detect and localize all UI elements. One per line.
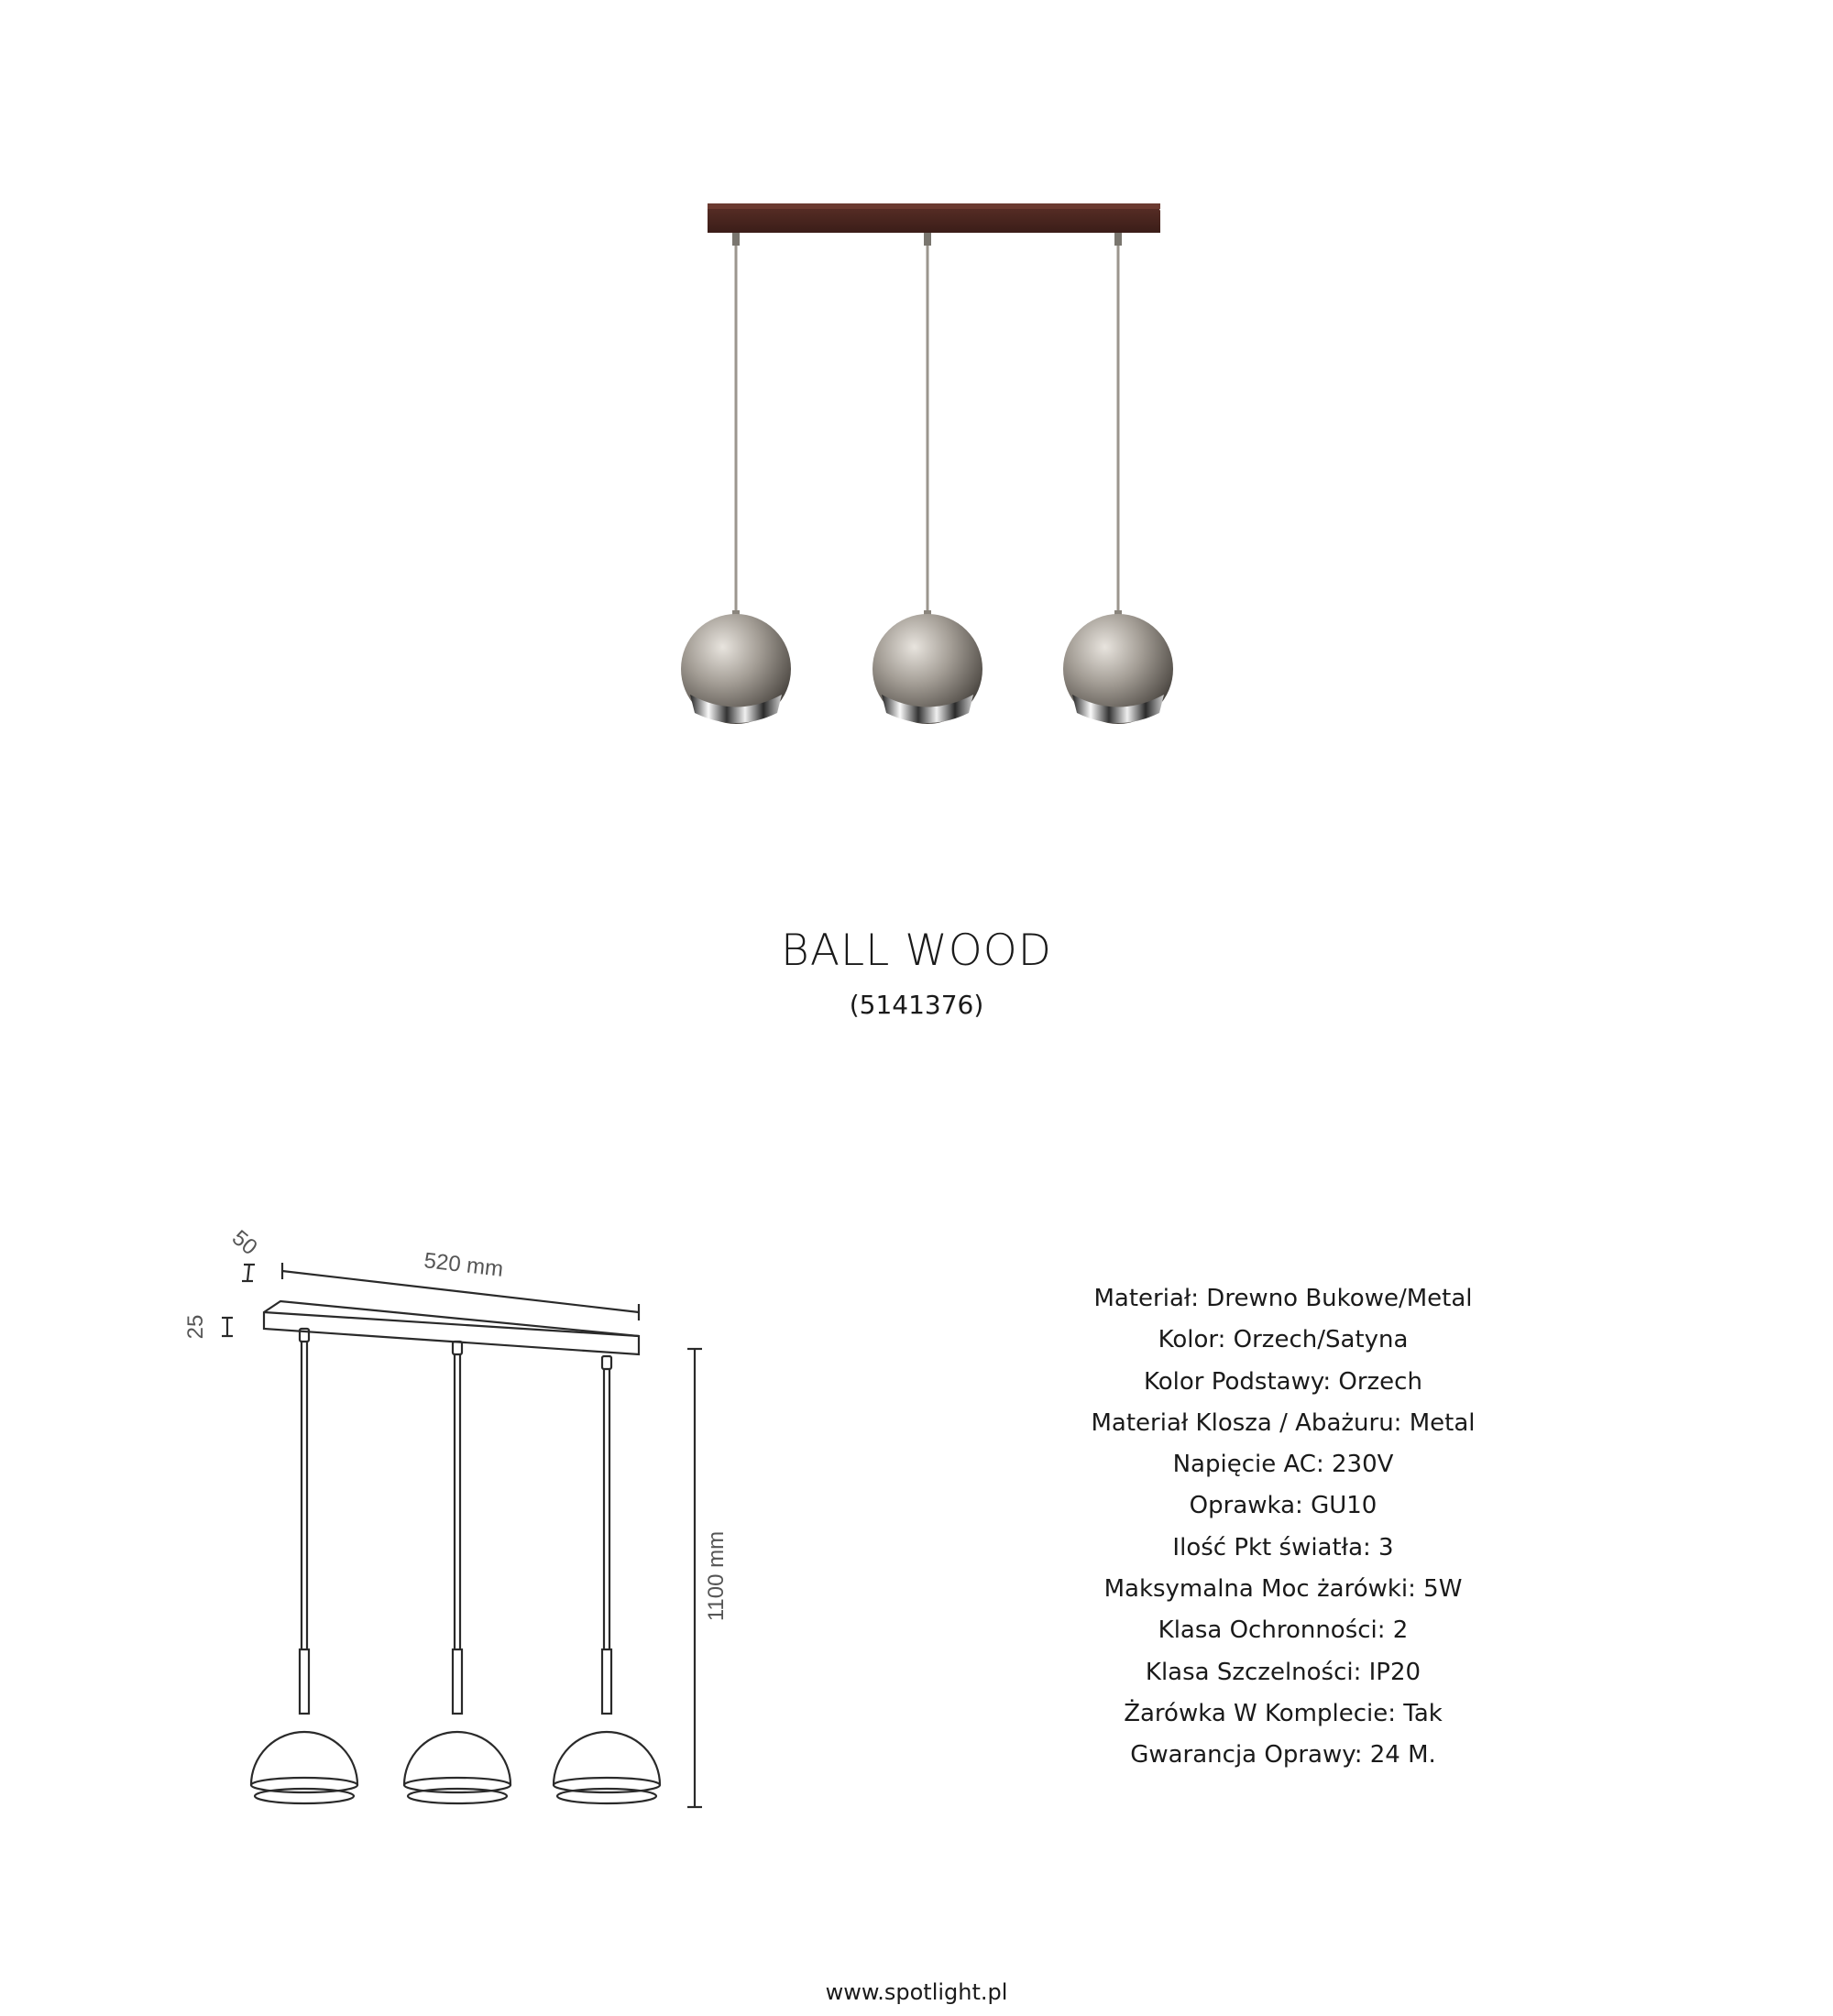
- dim-height-label: 1100 mm: [704, 1530, 729, 1622]
- specs-list: [1008, 1278, 1558, 1777]
- product-code: (5141376): [849, 990, 984, 1020]
- dim-width-label: 520 mm: [423, 1248, 505, 1282]
- pendant-right: [1063, 233, 1173, 724]
- spec-line: Kolor Podstawy: Orzech: [1144, 1367, 1422, 1396]
- dim-base-label: 25: [183, 1314, 208, 1340]
- pendant-left: [681, 233, 791, 724]
- dim-depth-label: 50: [226, 1225, 262, 1261]
- spec-line: Napięcie AC: 230V: [1172, 1451, 1394, 1479]
- spec-line: Materiał Klosza / Abażuru: Metal: [1091, 1408, 1476, 1437]
- spec-line: Klasa Szczelności: IP20: [1145, 1658, 1421, 1686]
- product-title: BALL WOOD: [781, 926, 1052, 976]
- spec-line: Kolor: Orzech/Satyna: [1158, 1326, 1409, 1354]
- spec-line: Materiał: Drewno Bukowe/Metal: [1093, 1285, 1473, 1312]
- spec-line: Żarówka W Komplecie: Tak: [1124, 1699, 1443, 1727]
- spec-line: Klasa Ochronności: 2: [1158, 1616, 1409, 1645]
- spec-line: Maksymalna Moc żarówki: 5W: [1103, 1575, 1463, 1604]
- spec-line: Ilość Pkt światła: 3: [1172, 1533, 1394, 1561]
- product-photo: [660, 192, 1191, 742]
- spec-line: Oprawka: GU10: [1189, 1492, 1377, 1520]
- pendant-middle: [873, 233, 982, 724]
- spec-line: Gwarancja Oprawy: 24 M.: [1130, 1741, 1436, 1769]
- footer-url[interactable]: www.spotlight.pl: [825, 1979, 1008, 2005]
- technical-drawing: [165, 1210, 752, 1814]
